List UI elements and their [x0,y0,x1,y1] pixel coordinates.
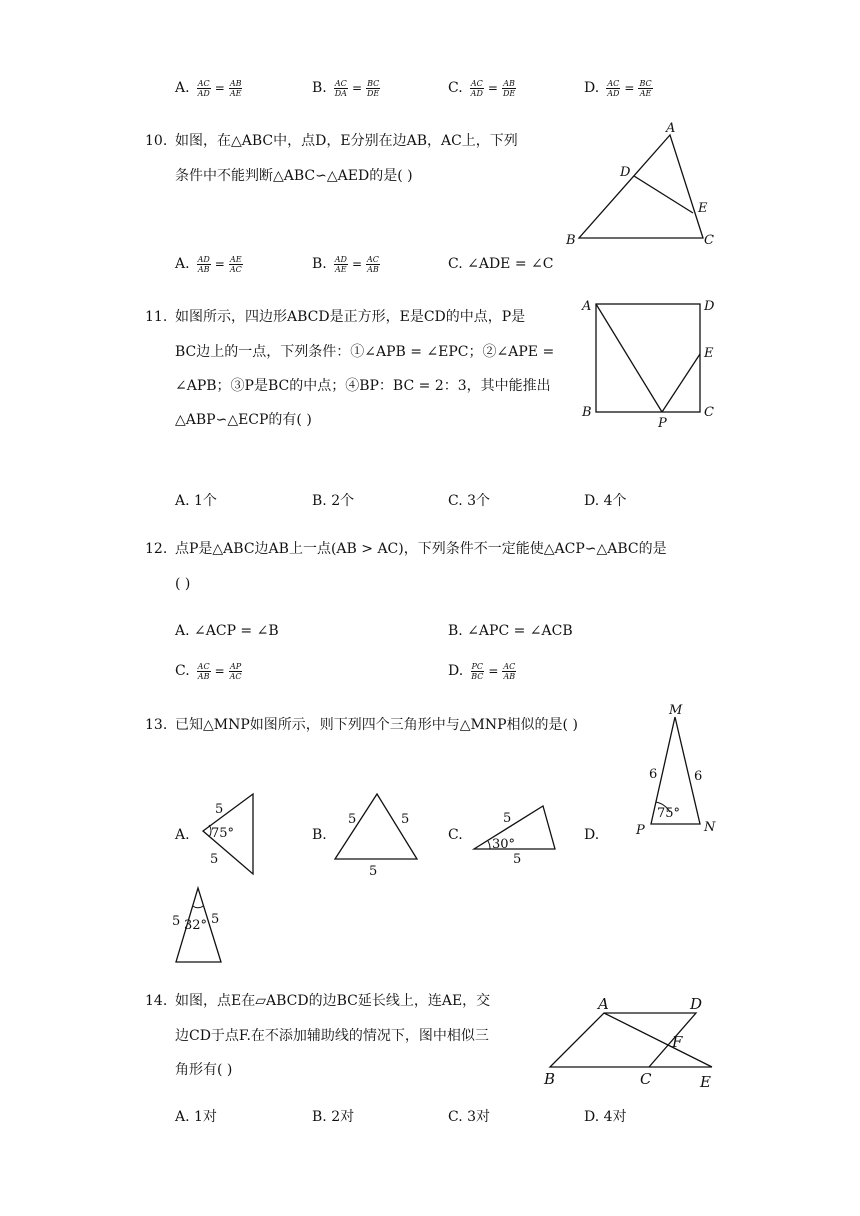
q10-triangle-figure [560,118,730,248]
fraction: $\frac{AE}{AC}$ [229,254,242,274]
q11-option-c[interactable]: C. 3个 [448,493,491,509]
vertex-label: C [640,1070,652,1088]
question-text: 已知△MNP如图所示，则下列四个三角形中与△MNP相似的是( ) [175,717,578,733]
vertex-label: N [704,820,716,835]
fraction: $\frac{AC}{AD}$ [470,78,483,98]
q10-option-c[interactable]: C. ∠ADE = ∠C [448,256,554,272]
side-label: 5 [503,811,512,826]
q14-option-b[interactable]: B. 2对 [312,1109,355,1125]
q10-option-b[interactable]: B. $\frac{AD}{AE}$ = $\frac{AC}{AB}$ [312,254,379,274]
fraction: $\frac{AC}{AB}$ [367,254,379,274]
vertex-label: D [704,299,715,314]
q11-square-figure [578,294,723,430]
vertex-label: D [620,165,631,180]
vertex-label: P [658,416,667,430]
side-label: 5 [172,914,181,929]
vertex-label: C [704,405,714,420]
question-number: 12. [145,541,168,557]
fraction: $\frac{AD}{AB}$ [197,254,210,274]
side-label: 5 [211,912,220,927]
side-label: 5 [348,812,357,827]
q14-parallelogram-figure [540,990,720,1095]
q14-option-c[interactable]: C. 3对 [448,1109,491,1125]
q9-option-c[interactable]: C. $\frac{AC}{AD}$ = $\frac{AB}{DE}$ [448,78,516,98]
fraction: $\frac{AC}{AB}$ [197,661,210,681]
q13-option-d-label[interactable]: D. [584,827,600,843]
question-number: 11. [145,309,168,325]
question-text: BC边上的一点，下列条件：①∠APB = ∠EPC；②∠APE = [175,344,555,360]
side-label: 5 [210,852,219,867]
vertex-label: P [636,823,645,838]
question-text: 角形有( ) [175,1062,233,1078]
fraction: $\frac{PC}{BC}$ [471,661,484,681]
fraction: $\frac{AD}{AE}$ [334,254,347,274]
side-label: 5 [369,864,378,879]
question-number: 10. [145,133,168,149]
question-number: 14. [145,993,168,1009]
q13-option-c-label[interactable]: C. [448,827,463,843]
q13-option-b-label[interactable]: B. [312,827,327,843]
fraction: $\frac{AB}{DE}$ [502,78,516,98]
side-label: 5 [401,812,410,827]
q13-option-b-figure[interactable] [330,788,420,880]
vertex-label: M [669,703,683,718]
vertex-label: E [704,346,714,361]
vertex-label: B [582,405,592,420]
question-text: 条件中不能判断△ABC∽△AED的是( ) [175,168,413,184]
q11-option-a[interactable]: A. 1个 [175,493,217,509]
fraction: $\frac{AC}{AD}$ [607,78,620,98]
vertex-label: B [566,233,576,248]
fraction: $\frac{AC}{AB}$ [503,661,516,681]
fraction: $\frac{AC}{DA}$ [334,78,347,98]
question-number: 13. [145,717,168,733]
vertex-label: B [544,1070,556,1088]
vertex-label: D [690,995,703,1013]
question-text: 点P是△ABC边AB上一点(AB > AC)，下列条件不一定能使△ACP∽△ABC的是 [175,541,667,557]
vertex-label: E [700,1073,711,1091]
angle-label: 75° [657,806,681,821]
side-label: 6 [649,767,658,782]
triangle-mnp-figure [630,700,725,840]
vertex-label: A [582,299,592,314]
fraction: $\frac{AC}{AD}$ [197,78,210,98]
q11-option-d[interactable]: D. 4个 [584,493,627,509]
q11-option-b[interactable]: B. 2个 [312,493,355,509]
question-text: 边CD于点F.在不添加辅助线的情况下，图中相似三 [175,1028,489,1044]
fraction: $\frac{BC}{DE}$ [367,78,380,98]
question-text: 如图，点E在▱ABCD的边BC延长线上，连AE，交 [175,993,491,1009]
vertex-label: A [666,121,676,136]
q14-option-a[interactable]: A. 1对 [175,1109,217,1125]
q12-option-a[interactable]: A. ∠ACP = ∠B [175,623,279,639]
vertex-label: E [698,201,708,216]
side-label: 5 [513,852,522,867]
q13-option-a-figure[interactable] [195,785,265,880]
q12-option-b[interactable]: B. ∠APC = ∠ACB [448,623,573,639]
angle-label: 30° [492,837,516,852]
q9-option-d[interactable]: D. $\frac{AC}{AD}$ = $\frac{BC}{AE}$ [584,78,652,98]
side-label: 5 [215,802,224,817]
question-text: 如图所示，四边形ABCD是正方形，E是CD的中点，P是 [175,309,526,325]
fraction: $\frac{AP}{AC}$ [229,661,242,681]
side-label: 6 [694,769,703,784]
q13-option-d-figure[interactable] [168,882,233,967]
question-text: ( ) [175,576,191,592]
q13-option-a-label[interactable]: A. [175,827,190,843]
vertex-label: A [598,995,609,1013]
angle-label: 75° [211,826,235,841]
q13-option-c-figure[interactable] [470,798,560,868]
vertex-label: F [672,1033,683,1051]
angle-label: 32° [184,918,208,933]
fraction: $\frac{AB}{AE}$ [229,78,242,98]
q12-option-c[interactable]: C. $\frac{AC}{AB}$ = $\frac{AP}{AC}$ [175,661,242,681]
question-text: 如图，在△ABC中，点D，E分别在边AB，AC上，下列 [175,133,518,149]
q10-option-a[interactable]: A. $\frac{AD}{AB}$ = $\frac{AE}{AC}$ [175,254,242,274]
q9-option-b[interactable]: B. $\frac{AC}{DA}$ = $\frac{BC}{DE}$ [312,78,380,98]
q12-option-d[interactable]: D. $\frac{PC}{BC}$ = $\frac{AC}{AB}$ [448,661,516,681]
q14-option-d[interactable]: D. 4对 [584,1109,627,1125]
q9-option-a[interactable]: A. $\frac{AC}{AD}$ = $\frac{AB}{AE}$ [175,78,242,98]
vertex-label: C [704,233,714,248]
fraction: $\frac{BC}{AE}$ [639,78,652,98]
question-text: △ABP∽△ECP的有( ) [175,412,312,428]
question-text: ∠APB；③P是BC的中点；④BP：BC = 2：3，其中能推出 [175,378,551,394]
